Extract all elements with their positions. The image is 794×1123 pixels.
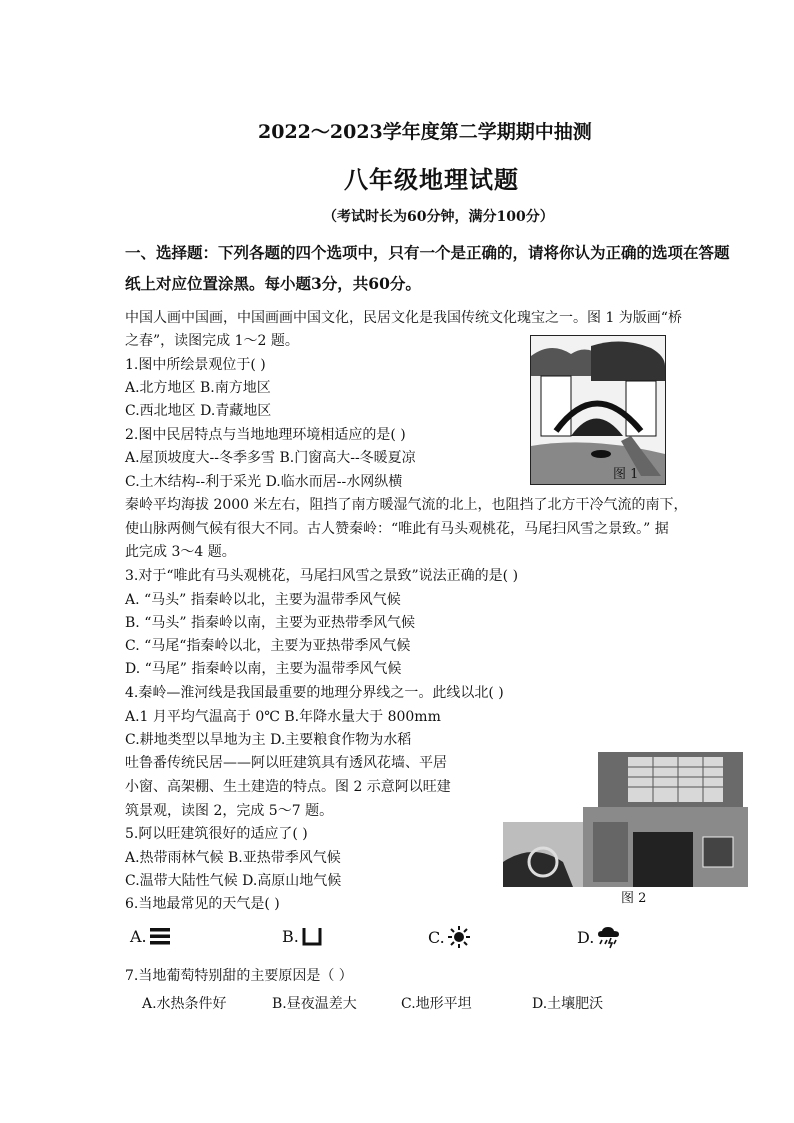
subject-title: 八年级地理试题 bbox=[344, 165, 519, 194]
q5-options-ab: A.热带雨林气候 B.亚热带季风气候 bbox=[125, 850, 341, 866]
q7-option-b: B.昼夜温差大 bbox=[272, 996, 357, 1012]
q6-option-a bbox=[130, 925, 171, 947]
q3-option-b: B. “马头” 指秦岭以南，主要为亚热带季风气候 bbox=[125, 615, 415, 631]
fog-icon bbox=[149, 925, 171, 947]
q6-option-b bbox=[282, 925, 323, 947]
thunder-rain-icon bbox=[596, 925, 622, 949]
q5-options-cd: C.温带大陆性气候 D.高原山地气候 bbox=[125, 873, 342, 889]
q1-stem: 1.图中所绘景观位于( ) bbox=[125, 357, 266, 373]
q6-option-d bbox=[577, 925, 622, 949]
section-heading-line1: 一、选择题：下列各题的四个选项中，只有一个是正确的，请将你认为正确的选项在答题 bbox=[125, 243, 730, 262]
q2-stem: 2.图中民居特点与当地地理环境相适应的是( ) bbox=[125, 427, 406, 443]
aywang-building-image bbox=[503, 752, 748, 887]
q2-options-ab: A.屋顶坡度大--冬季多雪 B.门窗高大--冬暖夏凉 bbox=[125, 450, 416, 466]
intro3-line3: 筑景观，读图 2，完成 5～7 题。 bbox=[125, 803, 334, 819]
q7-option-c: C.地形平坦 bbox=[401, 996, 472, 1012]
q4-options-cd: C.耕地类型以旱地为主 D.主要粮食作物为水稻 bbox=[125, 732, 412, 748]
q7-option-d: D.土壤肥沃 bbox=[532, 996, 604, 1012]
figure-1-caption: 图 1 bbox=[613, 467, 639, 482]
intro2-line2: 使山脉两侧气候有很大不同。古人赞秦岭：“唯此有马头观桃花，马尾扫风雪之景致。” 据 bbox=[125, 521, 669, 537]
q6-option-b-label: B. bbox=[282, 926, 299, 946]
sunny-icon bbox=[447, 925, 471, 949]
bridge-spring-woodcut-image bbox=[531, 336, 665, 484]
q3-option-d: D. “马尾” 指秦岭以南，主要为温带季风气候 bbox=[125, 661, 402, 677]
figure-2-caption: 图 2 bbox=[621, 891, 647, 906]
intro2-line1: 秦岭平均海拔 2000 米左右，阻挡了南方暖湿气流的北上，也阻挡了北方干冷气流的南下， bbox=[125, 497, 688, 513]
intro1-line2: 之春”，读图完成 1～2 题。 bbox=[125, 333, 299, 349]
q5-stem: 5.阿以旺建筑很好的适应了( ) bbox=[125, 826, 308, 842]
q6-option-c-label: C. bbox=[428, 927, 445, 947]
q7-option-a: A.水热条件好 bbox=[142, 996, 227, 1012]
q3-stem: 3.对于“唯此有马头观桃花，马尾扫风雪之景致”说法正确的是( ) bbox=[125, 568, 519, 584]
figure-2-photo bbox=[503, 752, 748, 906]
q1-options-ab: A.北方地区 B.南方地区 bbox=[125, 380, 271, 396]
figure-1-woodcut bbox=[530, 335, 666, 485]
exam-title: 2022～2023学年度第二学期期中抽测 bbox=[258, 121, 592, 143]
q6-option-c bbox=[428, 925, 471, 949]
floating-dust-icon bbox=[301, 925, 323, 947]
q3-option-c: C. “马尾“指秦岭以北，主要为亚热带季风气候 bbox=[125, 638, 411, 654]
q2-options-cd: C.土木结构--利于采光 D.临水而居--水网纵横 bbox=[125, 474, 403, 490]
q7-stem: 7.当地葡萄特别甜的主要原因是（ ） bbox=[125, 968, 353, 984]
q6-option-a-label: A. bbox=[130, 926, 147, 946]
intro3-line2: 小窗、高架棚、生土建造的特点。图 2 示意阿以旺建 bbox=[125, 779, 451, 795]
q4-stem: 4.秦岭—淮河线是我国最重要的地理分界线之一。此线以北( ) bbox=[125, 685, 504, 701]
q4-options-ab: A.1 月平均气温高于 0℃ B.年降水量大于 800mm bbox=[125, 709, 441, 725]
intro1-line1: 中国人画中国画，中国画画中国文化，民居文化是我国传统文化瑰宝之一。图 1 为版画“桥 bbox=[125, 310, 682, 326]
q6-option-d-label: D. bbox=[577, 927, 595, 947]
exam-info: （考试时长为60分钟，满分100分） bbox=[323, 209, 554, 225]
section-heading-line2: 纸上对应位置涂黑。每小题3分，共60分。 bbox=[125, 274, 421, 293]
q1-options-cd: C.西北地区 D.青藏地区 bbox=[125, 403, 272, 419]
q3-option-a: A. “马头” 指秦岭以北，主要为温带季风气候 bbox=[125, 592, 401, 608]
intro3-line1: 吐鲁番传统民居——阿以旺建筑具有透风花墙、平居 bbox=[125, 755, 447, 771]
q6-stem: 6.当地最常见的天气是( ) bbox=[125, 896, 280, 912]
intro2-line3: 此完成 3～4 题。 bbox=[125, 544, 236, 560]
